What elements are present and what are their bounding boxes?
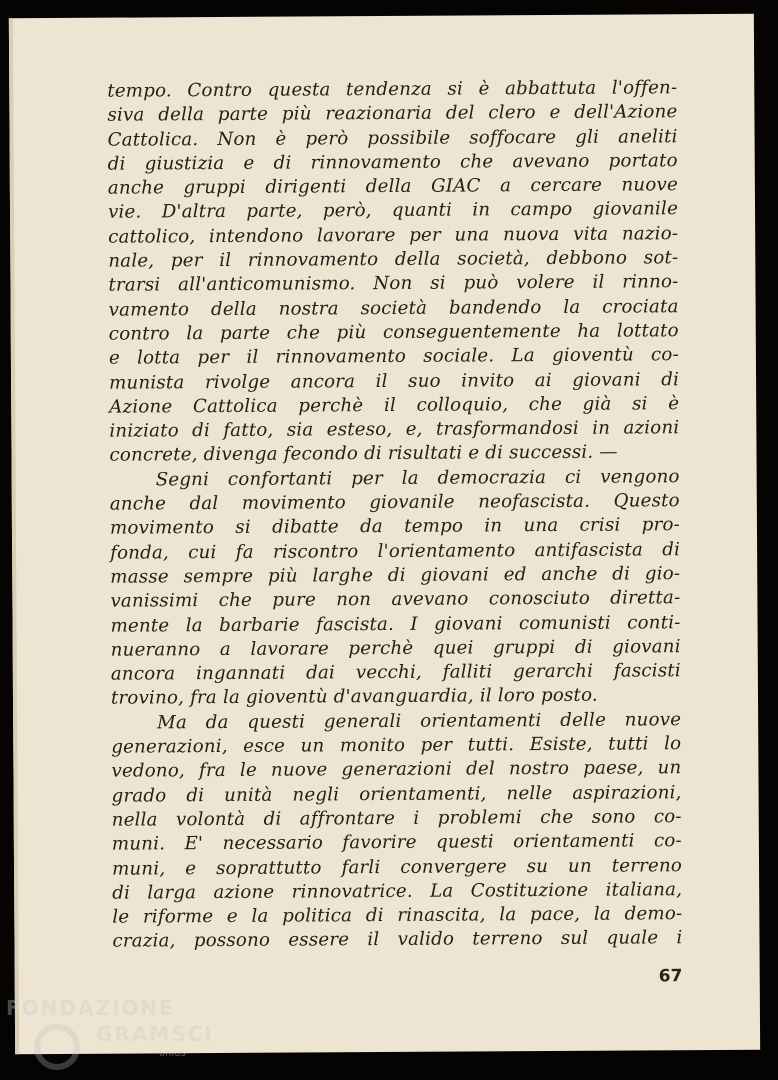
text-line: siva della parte più reazionaria del clero e dell'Azione bbox=[107, 101, 678, 126]
page-number: 67 bbox=[658, 966, 683, 987]
text-line: trovino, fra la gioventù d'avanguardia, il loro posto. bbox=[110, 685, 598, 710]
fondazione-gramsci-watermark bbox=[6, 994, 214, 1078]
text-line: di giustizia e di rinnovamento che avevano portato bbox=[107, 150, 678, 175]
text-line: anche gruppi dirigenti della GIAC a cercare nuove bbox=[107, 174, 678, 199]
text-line: nella volontà di affrontare i problemi che sono co- bbox=[111, 806, 682, 831]
text-line: di larga azione rinnovatrice. La Costituzione italiana, bbox=[112, 878, 683, 904]
text-line: Ma da questi generali orientamenti delle nuove bbox=[157, 708, 682, 734]
text-line: Azione Cattolica perchè il colloquio, che già si è bbox=[109, 393, 680, 418]
text-line: e lotta per il rinnovamento sociale. La gioventù co- bbox=[108, 344, 679, 369]
text-line: muni. E' necessario favorire questi orientamenti co- bbox=[111, 830, 682, 855]
body-text bbox=[107, 76, 682, 954]
text-line: grado di unità negli orientamenti, nelle aspirazioni, bbox=[111, 781, 682, 807]
text-line: tempo. Contro questa tendenza si è abbattuta l'offen- bbox=[107, 77, 678, 102]
watermark-logo-icon bbox=[34, 1024, 80, 1070]
watermark-onlus: onlus bbox=[159, 1048, 186, 1059]
text-line: muni, e soprattutto farli convergere su un terreno bbox=[111, 854, 683, 880]
text-line: vie. D'altra parte, però, quanti in campo giovanile bbox=[107, 198, 679, 224]
watermark-line1: FONDAZIONE bbox=[6, 996, 175, 1020]
text-line: concrete, divenga fecondo di risultati e di successi. — bbox=[109, 442, 618, 467]
text-line: le riforme e la politica di rinascita, la pace, la demo- bbox=[112, 903, 683, 928]
text-line: fonda, cui fa riscontro l'orientamento antifascista di bbox=[110, 538, 681, 564]
text-line: contro la parte che più conseguentemente ha lottato bbox=[108, 320, 679, 345]
text-line: trarsi all'anticomunismo. Non si può volere il rinno- bbox=[108, 271, 679, 297]
watermark-line2: GRAMSCI bbox=[96, 1022, 214, 1046]
text-line: nale, per il rinnovamento della società, debbono sot- bbox=[108, 247, 679, 272]
text-line: vanissimi che pure non avevano conosciuto diretta- bbox=[110, 587, 681, 612]
text-line: Cattolica. Non è però possibile soffocare gli aneliti bbox=[107, 125, 678, 151]
text-line: Segni confortanti per la democrazia ci vengono bbox=[155, 465, 680, 491]
text-line: cattolico, intendono lavorare per una nuova vita nazio- bbox=[108, 222, 679, 248]
text-line: vedono, fra le nuove generazioni del nostro paese, un bbox=[111, 757, 682, 782]
text-line: ancora ingannati dai vecchi, falliti gerarchi fascisti bbox=[110, 660, 681, 685]
text-line: anche dal movimento giovanile neofascista. Questo bbox=[109, 490, 680, 515]
text-line: munista rivolge ancora il suo invito ai giovani di bbox=[109, 368, 680, 394]
text-line: masse sempre più larghe di giovani ed anche di gio- bbox=[110, 563, 681, 588]
text-line: generazioni, esce un monito per tutti. Esiste, tutti lo bbox=[111, 733, 682, 758]
text-line: mente la barbarie fascista. I giovani comunisti conti- bbox=[110, 611, 681, 637]
text-line: nueranno a lavorare perchè quei gruppi di giovani bbox=[110, 636, 681, 661]
text-line: vamento della nostra società bandendo la crociata bbox=[108, 295, 679, 321]
book-page bbox=[9, 14, 760, 1055]
text-line: iniziato di fatto, sia esteso, e, trasformandosi in azioni bbox=[109, 417, 680, 442]
text-line: movimento si dibatte da tempo in una crisi pro- bbox=[109, 514, 681, 540]
text-line: crazia, possono essere il valido terreno sul quale i bbox=[112, 927, 683, 953]
